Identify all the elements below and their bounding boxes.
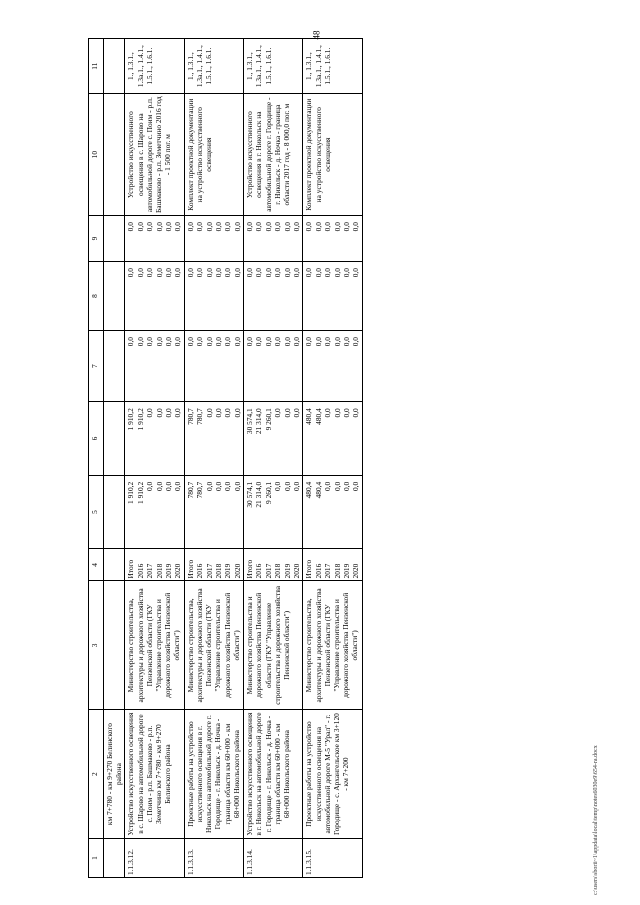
other-sources-value: 0,0 [304,222,314,232]
federal-budget-value: 0,0 [204,336,214,347]
total-funding-value: 0,0 [232,481,242,492]
local-budget-value: 0,0 [263,268,273,278]
page-number: 48 [311,30,322,40]
row-number: 1.1.3.13. [184,838,243,877]
regional-budget-value: 21 314,0 [254,408,264,435]
row-number: 1.1.3.12. [125,838,184,877]
regional-budget-value: 0,0 [282,408,292,418]
total-funding-value: 0,0 [173,481,183,492]
total-funding-value: 1 910,2 [135,481,145,504]
header-cell: 9 [89,216,104,262]
program-table [88,38,363,878]
regional-budget-value: 0,0 [145,408,155,418]
regional-budget-value: 0,0 [323,408,333,418]
regional-budget-value: 0,0 [351,408,361,418]
federal-budget-value: 0,0 [282,336,292,347]
federal-budget-value: 0,0 [304,336,314,347]
other-sources-value: 0,0 [292,222,302,232]
year-value: 2020 [351,563,361,579]
header-cell: 4 [89,549,104,581]
federal-budget-value: 0,0 [232,336,242,347]
federal-budget-value: 0,0 [185,336,195,347]
total-funding-value: 0,0 [332,481,342,492]
year-value: 2016 [254,563,264,579]
total-funding-value: 780,7 [195,481,205,499]
local-budget-value: 0,0 [185,268,195,278]
year [184,549,243,581]
federal-budget-value: 0,0 [145,336,155,347]
header-cell: 7 [89,330,104,401]
header-cell: 8 [89,262,104,331]
local-budget-value: 0,0 [273,268,283,278]
regional-budget-value: 9 260,1 [263,408,273,431]
total-funding [303,475,362,549]
continuation-row [104,39,125,878]
federal-budget-value: 0,0 [245,336,255,347]
regional-budget-value: 1 910,2 [135,408,145,431]
regional-budget-value: 0,0 [332,408,342,418]
other-sources-value: 0,0 [245,222,255,232]
other-sources-value: 0,0 [263,222,273,232]
total-funding [125,475,184,549]
continuation-text: км 7+780 - км 9+270 Белинского района [104,710,125,839]
total-funding-value: 30 574,1 [245,481,255,508]
local-budget [303,262,362,331]
row-number: 1.1.3.14. [244,838,303,877]
local-budget-value: 0,0 [204,268,214,278]
federal-budget-value: 0,0 [342,336,351,347]
total-funding-value: 0,0 [351,481,361,492]
total-funding-value: 480,4 [313,481,323,499]
indicator-codes: 1., 1.3.1., 1.3а.1., 1.4.1., 1.5.1., 1.6.1. [184,39,243,94]
local-budget-value: 0,0 [313,268,323,278]
other-sources-value: 0,0 [213,222,223,232]
year-value: 2019 [282,563,292,579]
local-budget-value: 0,0 [342,268,351,278]
year-value: 2019 [223,563,233,579]
other-sources-value: 0,0 [323,222,333,232]
executor: Министерство строительства, архитектуры и дорожного хозяйства Пензенской области (ГКУ "Управление строительства и дорожного хозяйства Пензенской области") [125,581,184,710]
total-funding-value: 0,0 [154,481,164,492]
local-budget-value: 0,0 [154,268,164,278]
federal-budget-value: 0,0 [313,336,323,347]
other-sources-value: 0,0 [232,222,242,232]
other-sources-value: 0,0 [313,222,323,232]
federal-budget-value: 0,0 [323,336,333,347]
local-budget-value: 0,0 [323,268,333,278]
regional-budget [125,402,184,476]
file-path-footer: c:\users\sborii~1\appdata\local\temp\notes6030e9\654-ra.docx [593,745,599,895]
local-budget-value: 0,0 [332,268,342,278]
table-header-row [89,39,104,878]
regional-budget-value: 480,4 [313,408,323,425]
total-funding-value: 1 910,2 [126,481,136,504]
federal-budget [125,330,184,401]
regional-budget [244,402,303,476]
federal-budget-value: 0,0 [213,336,223,347]
regional-budget-value: 0,0 [223,408,233,418]
local-budget-value: 0,0 [304,268,314,278]
year-value: Итого [185,559,195,579]
federal-budget-value: 0,0 [173,336,183,347]
other-sources-value: 0,0 [254,222,264,232]
indicator-codes: 1., 1.3.1., 1.3а.1., 1.4.1., 1.5.1., 1.6.1. [244,39,303,94]
local-budget [244,262,303,331]
local-budget-value: 0,0 [135,268,145,278]
year-value: 2018 [273,563,283,579]
other-sources-value: 0,0 [185,222,195,232]
total-funding-value: 480,4 [304,481,314,499]
year-value: 2019 [342,563,351,579]
year-value: 2016 [313,563,323,579]
other-sources-value: 0,0 [145,222,155,232]
local-budget-value: 0,0 [223,268,233,278]
federal-budget-value: 0,0 [292,336,302,347]
local-budget [125,262,184,331]
other-sources-value: 0,0 [195,222,205,232]
federal-budget-value: 0,0 [273,336,283,347]
other-sources-value: 0,0 [223,222,233,232]
year-value: 2016 [135,563,145,579]
other-sources-value: 0,0 [163,222,173,232]
regional-budget-value: 0,0 [154,408,164,418]
table-row [125,39,184,878]
table-row [184,39,243,878]
federal-budget [244,330,303,401]
expected-result: Устройство искусственного освещения в с. Шарово на автомобильной дороге с. Поим - р.п. Башмаково - р.п. Земетчино 2016 год - 1 500 пог. м [125,94,184,216]
header-cell: 2 [89,710,104,839]
total-funding-value: 780,7 [185,481,195,499]
other-sources [184,216,243,262]
indicator-codes: 1., 1.3.1., 1.3а.1., 1.4.1., 1.5.1., 1.6.1. [303,39,362,94]
header-cell: 6 [89,402,104,476]
local-budget-value: 0,0 [232,268,242,278]
header-cell: 3 [89,581,104,710]
local-budget [184,262,243,331]
other-sources-value: 0,0 [351,222,361,232]
year-value: 2018 [154,563,164,579]
federal-budget-value: 0,0 [263,336,273,347]
local-budget-value: 0,0 [163,268,173,278]
year-value: 2020 [232,563,242,579]
regional-budget-value: 0,0 [273,408,283,418]
header-cell: 10 [89,94,104,216]
total-funding-value: 0,0 [223,481,233,492]
local-budget-value: 0,0 [173,268,183,278]
document-table-area [88,38,593,878]
total-funding-value: 9 260,1 [263,481,273,504]
other-sources-value: 0,0 [204,222,214,232]
year-value: Итого [304,559,314,579]
regional-budget-value: 0,0 [173,408,183,418]
other-sources-value: 0,0 [273,222,283,232]
regional-budget-value: 1 910,2 [126,408,136,431]
local-budget-value: 0,0 [145,268,155,278]
header-cell: 11 [89,39,104,94]
year-value: 2020 [173,563,183,579]
total-funding [244,475,303,549]
header-cell: 1 [89,838,104,877]
total-funding-value: 0,0 [282,481,292,492]
regional-budget-value: 0,0 [163,408,173,418]
local-budget-value: 0,0 [292,268,302,278]
other-sources [125,216,184,262]
year-value: 2018 [332,563,342,579]
other-sources-value: 0,0 [154,222,164,232]
federal-budget-value: 0,0 [195,336,205,347]
other-sources-value: 0,0 [173,222,183,232]
year [244,549,303,581]
total-funding-value: 21 314,0 [254,481,264,508]
local-budget-value: 0,0 [254,268,264,278]
year-value: 2020 [292,563,302,579]
indicator-codes: 1., 1.3.1., 1.3а.1., 1.4.1., 1.5.1., 1.6.1. [125,39,184,94]
regional-budget-value: 480,4 [304,408,314,425]
expected-result: Комплект проектной документации на устройство искусственного освещения [303,94,362,216]
total-funding-value: 0,0 [273,481,283,492]
year-value: 2017 [204,563,214,579]
expected-result: Устройство искусственного освещения в г. Никольск на автомобильной дороге г. Городище - г. Никольск - д. Ночка - граница области 2017 год - 8 000,0 пог. м [244,94,303,216]
activity-name: Устройство искусственного освещения в г. Никольск на автомобильной дороге г. Городище - г. Никольск - д. Ночка - граница области км 60+000 - км 68+000 Никольского района [244,710,303,839]
local-budget-value: 0,0 [213,268,223,278]
regional-budget-value: 0,0 [204,408,214,418]
year-value: Итого [126,559,136,579]
federal-budget-value: 0,0 [135,336,145,347]
other-sources-value: 0,0 [332,222,342,232]
federal-budget-value: 0,0 [163,336,173,347]
year-value: 2017 [145,563,155,579]
total-funding-value: 0,0 [163,481,173,492]
header-cell: 5 [89,475,104,549]
federal-budget-value: 0,0 [223,336,233,347]
other-sources-value: 0,0 [282,222,292,232]
federal-budget-value: 0,0 [254,336,264,347]
total-funding-value: 0,0 [292,481,302,492]
local-budget-value: 0,0 [195,268,205,278]
federal-budget-value: 0,0 [351,336,361,347]
federal-budget [184,330,243,401]
local-budget-value: 0,0 [282,268,292,278]
total-funding-value: 0,0 [342,481,351,492]
total-funding-value: 0,0 [204,481,214,492]
row-number: 1.1.3.15. [303,838,362,877]
regional-budget-value: 0,0 [342,408,351,418]
federal-budget-value: 0,0 [332,336,342,347]
year [125,549,184,581]
year-value: 2016 [195,563,205,579]
total-funding-value: 0,0 [323,481,333,492]
table-row [303,39,362,878]
regional-budget-value: 0,0 [292,408,302,418]
other-sources [244,216,303,262]
activity-name: Проектные работы на устройство искусственного освещения в г. Никольск на автомобильной дороге г. Городище - г. Никольск - д. Ночка - граница области км 60+000 - км 68+000 Никольского района [184,710,243,839]
regional-budget [303,402,362,476]
year-value: 2017 [323,563,333,579]
local-budget-value: 0,0 [245,268,255,278]
total-funding-value: 0,0 [213,481,223,492]
executor: Министерство строительства, архитектуры и дорожного хозяйства Пензенской области (ГКУ "Управление строительства и дорожного хозяйства Пензенской области") [303,581,362,710]
regional-budget [184,402,243,476]
year-value: 2018 [213,563,223,579]
year-value: Итого [245,559,255,579]
local-budget-value: 0,0 [126,268,136,278]
regional-budget-value: 0,0 [213,408,223,418]
federal-budget-value: 0,0 [126,336,136,347]
federal-budget-value: 0,0 [154,336,164,347]
federal-budget [303,330,362,401]
table-row [244,39,303,878]
regional-budget-value: 30 574,1 [245,408,255,435]
other-sources-value: 0,0 [126,222,136,232]
executor: Министерство строительства и дорожного хозяйства Пензенской области (ГКУ "Управление строительства и дорожного хозяйства Пензенской области") [244,581,303,710]
other-sources-value: 0,0 [342,222,351,232]
total-funding [184,475,243,549]
regional-budget-value: 0,0 [232,408,242,418]
year-value: 2017 [263,563,273,579]
year [303,549,362,581]
year-value: 2019 [163,563,173,579]
expected-result: Комплект проектной документации на устройство искусственного освещения [184,94,243,216]
regional-budget-value: 780,7 [195,408,205,425]
activity-name: Проектные работы на устройство искусственного освещения на автомобильной дороге М-5 "Урал" - г. Городище - с. Архангельское км 3+120 - км 7+200 [303,710,362,839]
other-sources [303,216,362,262]
local-budget-value: 0,0 [351,268,361,278]
other-sources-value: 0,0 [135,222,145,232]
executor: Министерство строительства, архитектуры и дорожного хозяйства Пензенской области (ГКУ "Управление строительства и дорожного хозяйства Пензенской области") [184,581,243,710]
total-funding-value: 0,0 [145,481,155,492]
activity-name: Устройство искусственного освещения в с. Шарово на автомобильной дороге с. Поим - р.п. Башмаково - р.п. Земетчино км 7+780 - км 9+270 Белинского района [125,710,184,839]
regional-budget-value: 780,7 [185,408,195,425]
